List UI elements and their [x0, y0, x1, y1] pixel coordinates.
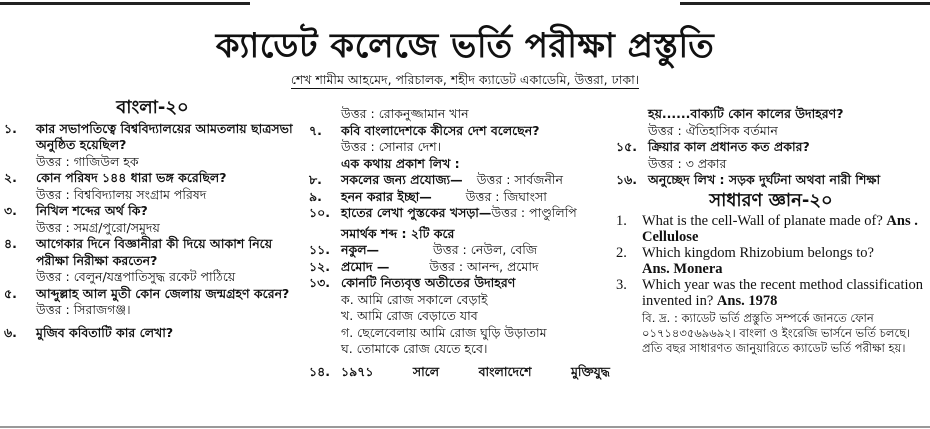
question-text: নকুল— — [341, 242, 380, 257]
column-1 — [0, 98, 305, 341]
column-2 — [305, 106, 610, 380]
column-3 — [612, 106, 930, 356]
option-kha: খ. আমি রোজ বেড়াতে যাব — [341, 308, 478, 323]
question-line — [341, 364, 610, 381]
question-line — [341, 242, 610, 259]
question-number: ১৫. — [616, 139, 637, 154]
question-1 — [0, 121, 305, 154]
answer-10: উত্তর : পাণ্ডুলিপি — [491, 205, 577, 220]
question-number: ৬. — [4, 324, 17, 340]
page-title: ক্যাডেট কলেজে ভর্তি পরীক্ষা প্রস্তুতি — [215, 26, 715, 66]
question-number: ২. — [4, 170, 17, 185]
question-text: হনন করার ইচ্ছা— — [341, 188, 432, 204]
question-line — [642, 213, 930, 245]
question-text: Which year was the recent method classification invented in? — [642, 277, 924, 309]
answer-1: উত্তর : গাজিউল হক — [36, 153, 139, 169]
byline — [0, 72, 930, 92]
question-7 — [305, 123, 610, 140]
answer-3: উত্তর : সমগ্র/পুরো/সমুদয় — [36, 219, 160, 235]
question-3 — [0, 203, 305, 220]
question-number: ৫. — [4, 285, 17, 301]
word: মুক্তিযুদ্ধ — [570, 363, 610, 379]
gk-question-3 — [612, 277, 930, 309]
question-number: ১. — [4, 120, 17, 136]
option-gha: ঘ. তোমাকে রোজ যেতে হবে। — [341, 341, 488, 356]
answer-2: উত্তর : বিশ্ববিদ্যালয় সংগ্রাম পরিষদ — [36, 186, 207, 202]
question-text: আগেকার দিনে বিজ্ঞানীরা কী দিয়ে আকাশ নিয়ে পরীক্ষা নিরীক্ষা করতেন? — [36, 236, 273, 268]
gk-answer-2: Ans. Monera — [642, 261, 723, 277]
english-questions — [612, 213, 930, 309]
question-8 — [305, 172, 610, 189]
question-text: হাতের লেখা পুস্তকের খসড়া— — [341, 205, 492, 220]
question-14 — [305, 364, 610, 381]
answer-12: উত্তর : আনন্দ, প্রমোদ — [429, 258, 539, 274]
top-rule-right — [680, 2, 930, 5]
question-13 — [305, 275, 610, 292]
note: বি. দ্র. : ক্যাডেট ভর্তি প্রস্তুতি সম্পর্কে জানতে ফোন ০১৭১৪৩৫৬৯৬৯২। বাংলা ও ইংরেজি ভার্সনে ভর্তি চলছে। প্রতি বছর সাধারণত জানুয়ারিতে ক্যাডেট ভর্তি পরীক্ষা হয়। — [642, 311, 911, 355]
question-text: What is the cell-Wall of planate made of? — [642, 213, 883, 229]
question-number: ৯. — [309, 188, 322, 204]
question-9 — [305, 189, 610, 206]
question-text: আব্দুল্লাহ আল মুতী কোন জেলায় জন্মগ্রহণ করেন? — [36, 285, 290, 301]
gk-question-1 — [612, 213, 930, 245]
question-number: ১২. — [309, 258, 330, 274]
question-number: ৩. — [4, 203, 17, 218]
question-number: 3. — [616, 277, 627, 293]
bottom-border — [0, 426, 930, 428]
question-number: ৮. — [309, 172, 322, 187]
gk-question-2 — [612, 245, 930, 261]
word: ১৯৭১ — [341, 363, 374, 379]
question-2 — [0, 170, 305, 187]
synonym-heading: সমার্থক শব্দ : ২টি করে — [341, 225, 455, 241]
answer-9: উত্তর : জিঘাংসা — [465, 188, 547, 204]
question-10 — [305, 205, 610, 222]
question-text: কোনটি নিত্যবৃত্ত অতীতের উদাহরণ — [341, 275, 516, 290]
question-number: ১১. — [309, 242, 330, 257]
word: বাংলাদেশে — [478, 363, 532, 379]
question-line — [642, 277, 930, 309]
word: সালে — [412, 363, 440, 379]
question-number: 1. — [616, 213, 627, 229]
answer-15: উত্তর : ৩ প্রকার — [648, 155, 727, 171]
answer-7: উত্তর : সোনার দেশ। — [341, 139, 442, 154]
question-12 — [305, 259, 610, 276]
option-ga: গ. ছেলেবেলায় আমি রোজ ঘুড়ি উড়াতাম — [341, 324, 547, 340]
answer-11: উত্তর : নেউল, বেজি — [433, 242, 538, 257]
question-number: ৭. — [309, 122, 322, 138]
question-text: নিখিল শব্দের অর্থ কি? — [36, 203, 148, 218]
answer-14: উত্তর : ঐতিহাসিক বর্তমান — [648, 122, 778, 138]
question-15 — [612, 139, 930, 156]
question-text: অনুচ্ছেদ লিখ : সড়ক দুর্ঘটনা অথবা নারী শিক্ষা — [648, 172, 881, 187]
answer-4: উত্তর : বেলুন/যন্ত্রপাতিসুদ্ধ রকেট পাঠিয়ে — [36, 269, 236, 284]
gk-heading: সাধারণ জ্ঞান-২০ — [709, 189, 833, 211]
question-text: Which kingdom Rhizobium belongs to? — [642, 245, 874, 261]
question-text: প্রমোদ — — [341, 258, 390, 274]
answer-8: উত্তর : সার্বজনীন — [476, 172, 563, 187]
question-line — [341, 172, 610, 189]
answer-5: উত্তর : সিরাজগঞ্জ। — [36, 302, 131, 317]
question-text: মুজিব কবিতাটি কার লেখা? — [36, 324, 174, 340]
bangla-heading: বাংলা-২০ — [116, 97, 189, 118]
top-border — [0, 0, 930, 12]
gk-answer-1: Ans . Cellulose — [642, 213, 918, 245]
question-number: 2. — [616, 245, 627, 261]
question-11 — [305, 242, 610, 259]
question-text: ক্রিয়ার কাল প্রধানত কত প্রকার? — [648, 139, 810, 154]
question-line — [341, 259, 610, 276]
question-4 — [0, 236, 305, 269]
question-number: ১৬. — [616, 172, 637, 187]
question-line — [341, 189, 610, 206]
question-number: ১৩. — [309, 275, 330, 290]
question-5 — [0, 286, 305, 303]
question-6 — [0, 325, 305, 342]
author-line: শেখ শামীম আহমেদ, পরিচালক, শহীদ ক্যাডেট একাডেমি, উত্তরা, ঢাকা। — [290, 72, 640, 87]
one-word-heading: এক কথায় প্রকাশ লিখ : — [341, 155, 460, 171]
question-line — [341, 205, 610, 222]
question-number: ৪. — [4, 236, 17, 251]
top-rule-left — [0, 2, 250, 5]
gk-answer-3: Ans. 1978 — [716, 293, 778, 309]
answer-6: উত্তর : রোকনুজ্জামান খান — [341, 106, 469, 121]
question-16 — [612, 172, 930, 189]
question-number: ১০. — [309, 205, 330, 220]
question-14-continued: হয়......বাক্যটি কোন কালের উদাহরণ? — [648, 106, 844, 121]
question-text: কার সভাপতিত্বে বিশ্ববিদ্যালয়ের আমতলায় ছাত্রসভা অনুষ্ঠিত হয়েছিল? — [36, 120, 293, 152]
question-text: কবি বাংলাদেশকে কীসের দেশ বলেছেন? — [341, 122, 540, 138]
question-number: ১৪. — [309, 363, 330, 379]
question-text: সকলের জন্য প্রযোজ্য— — [341, 172, 463, 187]
question-text: কোন পরিষদ ১৪৪ ধারা ভঙ্গ করেছিল? — [36, 170, 227, 185]
option-ka: ক. আমি রোজ সকালে বেড়াই — [341, 291, 488, 307]
